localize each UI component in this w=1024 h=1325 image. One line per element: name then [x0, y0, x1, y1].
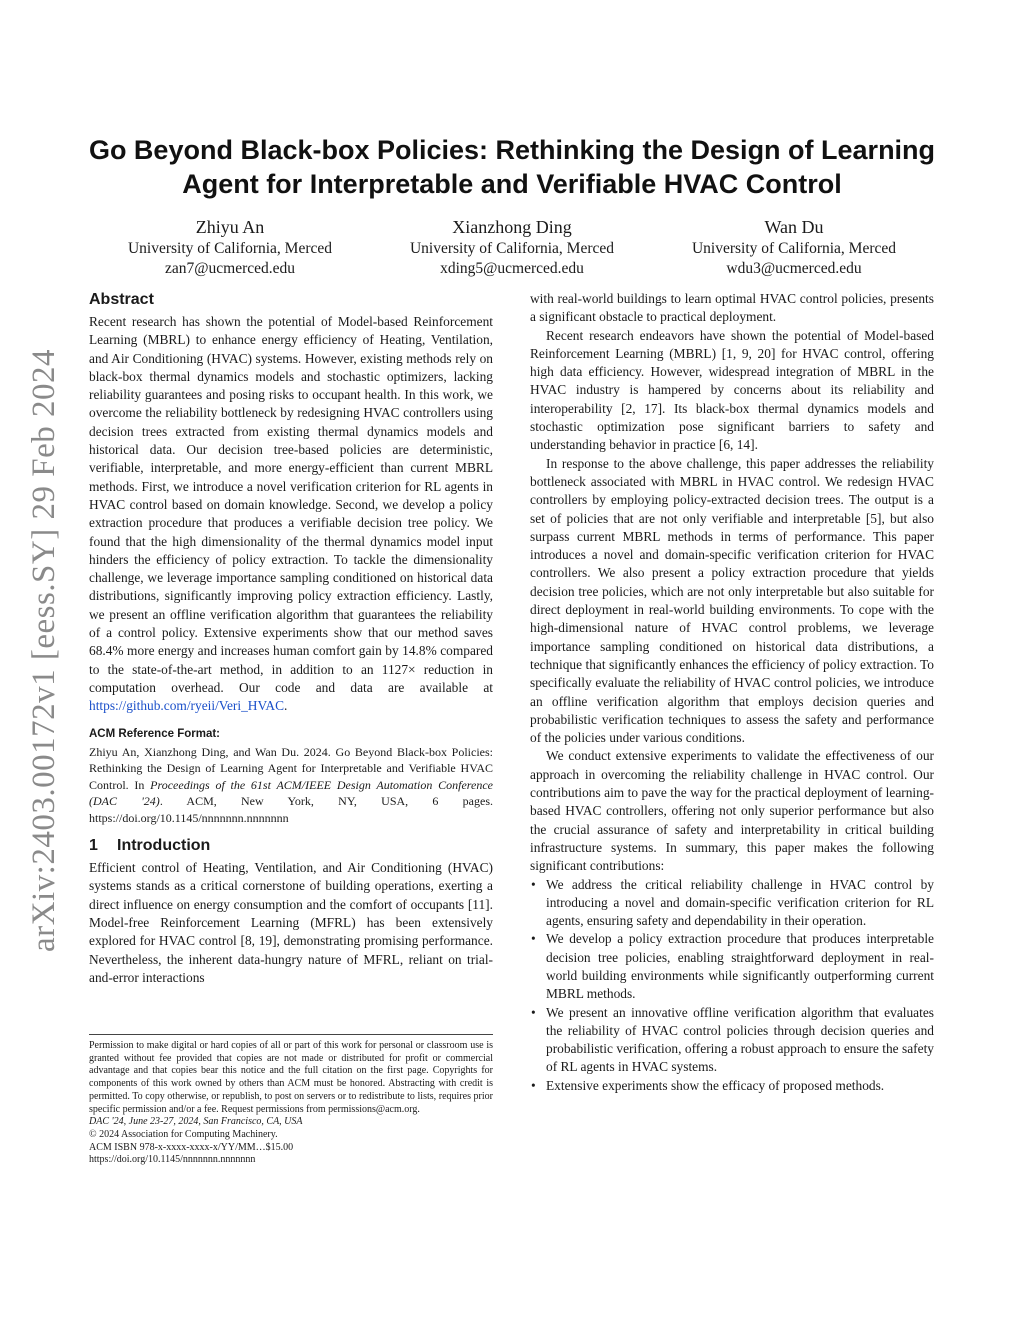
- title-line-1: Go Beyond Black-box Policies: Rethinking the Design of Learning: [88, 135, 936, 165]
- left-column: [89, 290, 493, 987]
- section-number: 1: [89, 837, 98, 855]
- title-line-2: Agent for Interpretable and Verifiable HVAC Control: [182, 169, 842, 199]
- contribution-text: Extensive experiments show the efficacy of proposed methods.: [546, 1077, 885, 1093]
- contributions-list: [530, 876, 934, 1096]
- paper-title: [80, 133, 944, 201]
- intro-paragraph-1-continued: with real-world buildings to learn optimal HVAC control policies, presents a significant obstacle to practical deployment.: [530, 291, 934, 325]
- author-affiliation: University of California, Merced: [127, 240, 333, 257]
- intro-paragraph-1: Efficient control of Heating, Ventilation, and Air Conditioning (HVAC) systems stands as a critical cornerstone of building operations, exerting a direct influence on energy consumption and the comfort of occupants [11]. Model-free Reinforcement Learning (MFRL) has been extensively explored for HVAC control [8, 19], demonstrating promising performance. Nevertheless, the inherent data-hungry nature of MFRL, reliant on trial-and-error interactions: [89, 860, 493, 985]
- acm-reference: [89, 744, 493, 827]
- author-affiliation: University of California, Merced: [409, 240, 615, 257]
- section-heading-introduction: [89, 835, 493, 857]
- author-email: xding5@ucmerced.edu: [440, 260, 584, 277]
- author-block: [90, 215, 934, 279]
- intro-paragraph-4: We conduct extensive experiments to validate the effectiveness of our approach in overcoming the reliability challenge in HVAC control. Our contributions aim to pave the way for the practical deployment of learning-based HVAC controllers, offering not only superior performance but also the crucial assurance of safety and interpretability in critical building infrastructure systems. In summary, this paper makes the following significant contributions:: [530, 748, 934, 874]
- author-email: wdu3@ucmerced.edu: [726, 260, 862, 277]
- list-item: [530, 930, 934, 1003]
- author-name: Wan Du: [764, 217, 824, 237]
- footnote-venue: DAC '24, June 23-27, 2024, San Francisco, CA, USA: [89, 1116, 303, 1128]
- author-2: [372, 215, 652, 279]
- contribution-text: We present an innovative offline verification algorithm that evaluates the reliability of HVAC control policies through decision queries and probabilistic verification, offering a robust approach to ensure the safety of RL agents in HVAC systems.: [546, 1004, 934, 1075]
- arxiv-id: arXiv:2403.00172v1 [eess.SY] 29 Feb 2024: [25, 348, 62, 952]
- acm-reference-heading: ACM Reference Format:: [89, 727, 220, 740]
- author-1: [90, 215, 370, 279]
- contribution-text: We develop a policy extraction procedure that produces interpretable decision tree policies, enabling straightforward deployment in real-world building environments while significantly outperforming current MBRL methods.: [546, 931, 934, 1002]
- bullet: •: [531, 1077, 536, 1093]
- footnote-isbn: ACM ISBN 978-x-xxxx-xxxx-x/YY/MM…$15.00: [89, 1141, 294, 1153]
- contribution-text: We address the critical reliability challenge in HVAC control by introducing a novel and domain-specific verification criterion for RL agents, ensuring safety and dependability in their operation.: [546, 876, 934, 929]
- intro-paragraph-3: In response to the above challenge, this paper addresses the reliability bottleneck associated with MBRL in HVAC control. We redesign HVAC controllers by employing policy-extracted decision trees. The output is a set of policies that are not only verifiable and interpretable [5], but also surpass current MBRL methods in terms of performance. This paper introduces a novel and domain-specific verification criterion for HVAC controllers. We also present a policy extraction procedure that yields decision tree policies, which are not only interpretable but also suitable for direct deployment in real-world building environments. To cope with the high-dimensional nature of HVAC control problems, we leverage importance sampling conditioned on historical data distributions, a technique that significantly enhances the efficiency of policy extraction. To specifically evaluate the reliability of HVAC control policies, we introduce an offline verification algorithm that employs decision queries and probabilistic verification techniques to assess the safety and performance of the policies under various conditions.: [530, 455, 934, 746]
- right-column: [530, 290, 934, 1095]
- abstract-paragraph: [89, 313, 493, 716]
- intro-paragraph-2: Recent research endeavors have shown the potential of Model-based Reinforcement Learning (MBRL) [1, 9, 20] for HVAC control, offering high data efficiency. However, widespread integration of MBRL in the HVAC industry is hampered by concerns about its reliability and interoperability [2, 17]. Its black-box thermal dynamics models and stochastic optimization pose significant barriers to safety and understanding behavior in practice [6, 14].: [530, 327, 934, 453]
- footnote-block: [89, 1034, 493, 1167]
- author-name: Xianzhong Ding: [452, 217, 572, 237]
- bullet: •: [531, 876, 536, 892]
- section-title: Introduction: [117, 837, 211, 855]
- acm-reference-venue: Proceedings of the 61st ACM/IEEE Design Automation Conference (DAC '24): [89, 777, 493, 809]
- list-item: [530, 876, 934, 931]
- list-item: [530, 1077, 934, 1095]
- arxiv-stamp: [14, 340, 74, 960]
- author-affiliation: University of California, Merced: [691, 240, 897, 257]
- list-item: [530, 1004, 934, 1077]
- acm-reference-tail: . ACM, New York, NY, USA, 6 pages. https://doi.org/10.1145/nnnnnnn.nnnnnnn: [89, 794, 493, 825]
- bullet: •: [531, 1004, 536, 1020]
- author-3: [654, 215, 934, 279]
- code-repo-link[interactable]: https://github.com/ryeii/Veri_HVAC: [89, 698, 285, 714]
- footnote-doi: https://doi.org/10.1145/nnnnnnn.nnnnnnn: [89, 1154, 256, 1166]
- abstract-end: .: [284, 698, 288, 714]
- bullet: •: [531, 931, 536, 947]
- footnote-copyright: © 2024 Association for Computing Machinery.: [89, 1128, 278, 1140]
- author-email: zan7@ucmerced.edu: [164, 260, 296, 277]
- footnote-permission: Permission to make digital or hard copies of all or part of this work for personal or classroom use is granted without fee provided that copies are not made or distributed for profit or commercial advantage and that copies bear this notice and the full citation on the first page. Copyrights for components of this work owned by others than ACM must be honored. Abstracting with credit is permitted. To copy otherwise, or republish, to post on servers or to redistribute to lists, requires prior specific permission and/or a fee. Request permissions from permissions@acm.org.: [89, 1040, 493, 1115]
- acm-reference-text: Zhiyu An, Xianzhong Ding, and Wan Du. 2024. Go Beyond Black-box Policies: Rethinking the Design of Learning Agent for Interpretable and Verifiable HVAC Control. In: [89, 744, 493, 792]
- abstract-text: Recent research has shown the potential of Model-based Reinforcement Learning (MBRL) to enhance energy efficiency of Heating, Ventilation, and Air Conditioning (HVAC) systems. However, existing methods rely on black-box thermal dynamics models and stochastic optimizers, lacking reliability guarantees and posing risks to occupant health. In this work, we overcome the reliability bottleneck by redesigning HVAC controllers using decision trees extracted from existing thermal dynamics models and historical data. Our decision tree-based policies are deterministic, verifiable, interpretable, and more energy-efficient than current MBRL methods. First, we introduce a novel verification criterion for RL agents in HVAC control based on domain knowledge. Second, we develop a policy extraction procedure that produces a verifiable decision tree policy. We found that the high dimensionality of the thermal dynamics model input hinders the efficiency of policy extraction. To tackle the dimensionality challenge, we leverage importance sampling conditioned on historical data distributions, significantly improving policy extraction efficiency. Lastly, we present an offline verification algorithm that guarantees the reliability of a control policy. Extensive experiments show that our method saves 68.4% more energy and increases human comfort gain by 14.8% compared to the state-of-the-art method, in addition to an 1127× reduction in computation overhead. Our code and data are available at: [89, 314, 493, 695]
- abstract-heading: Abstract: [89, 291, 154, 308]
- author-name: Zhiyu An: [195, 217, 265, 237]
